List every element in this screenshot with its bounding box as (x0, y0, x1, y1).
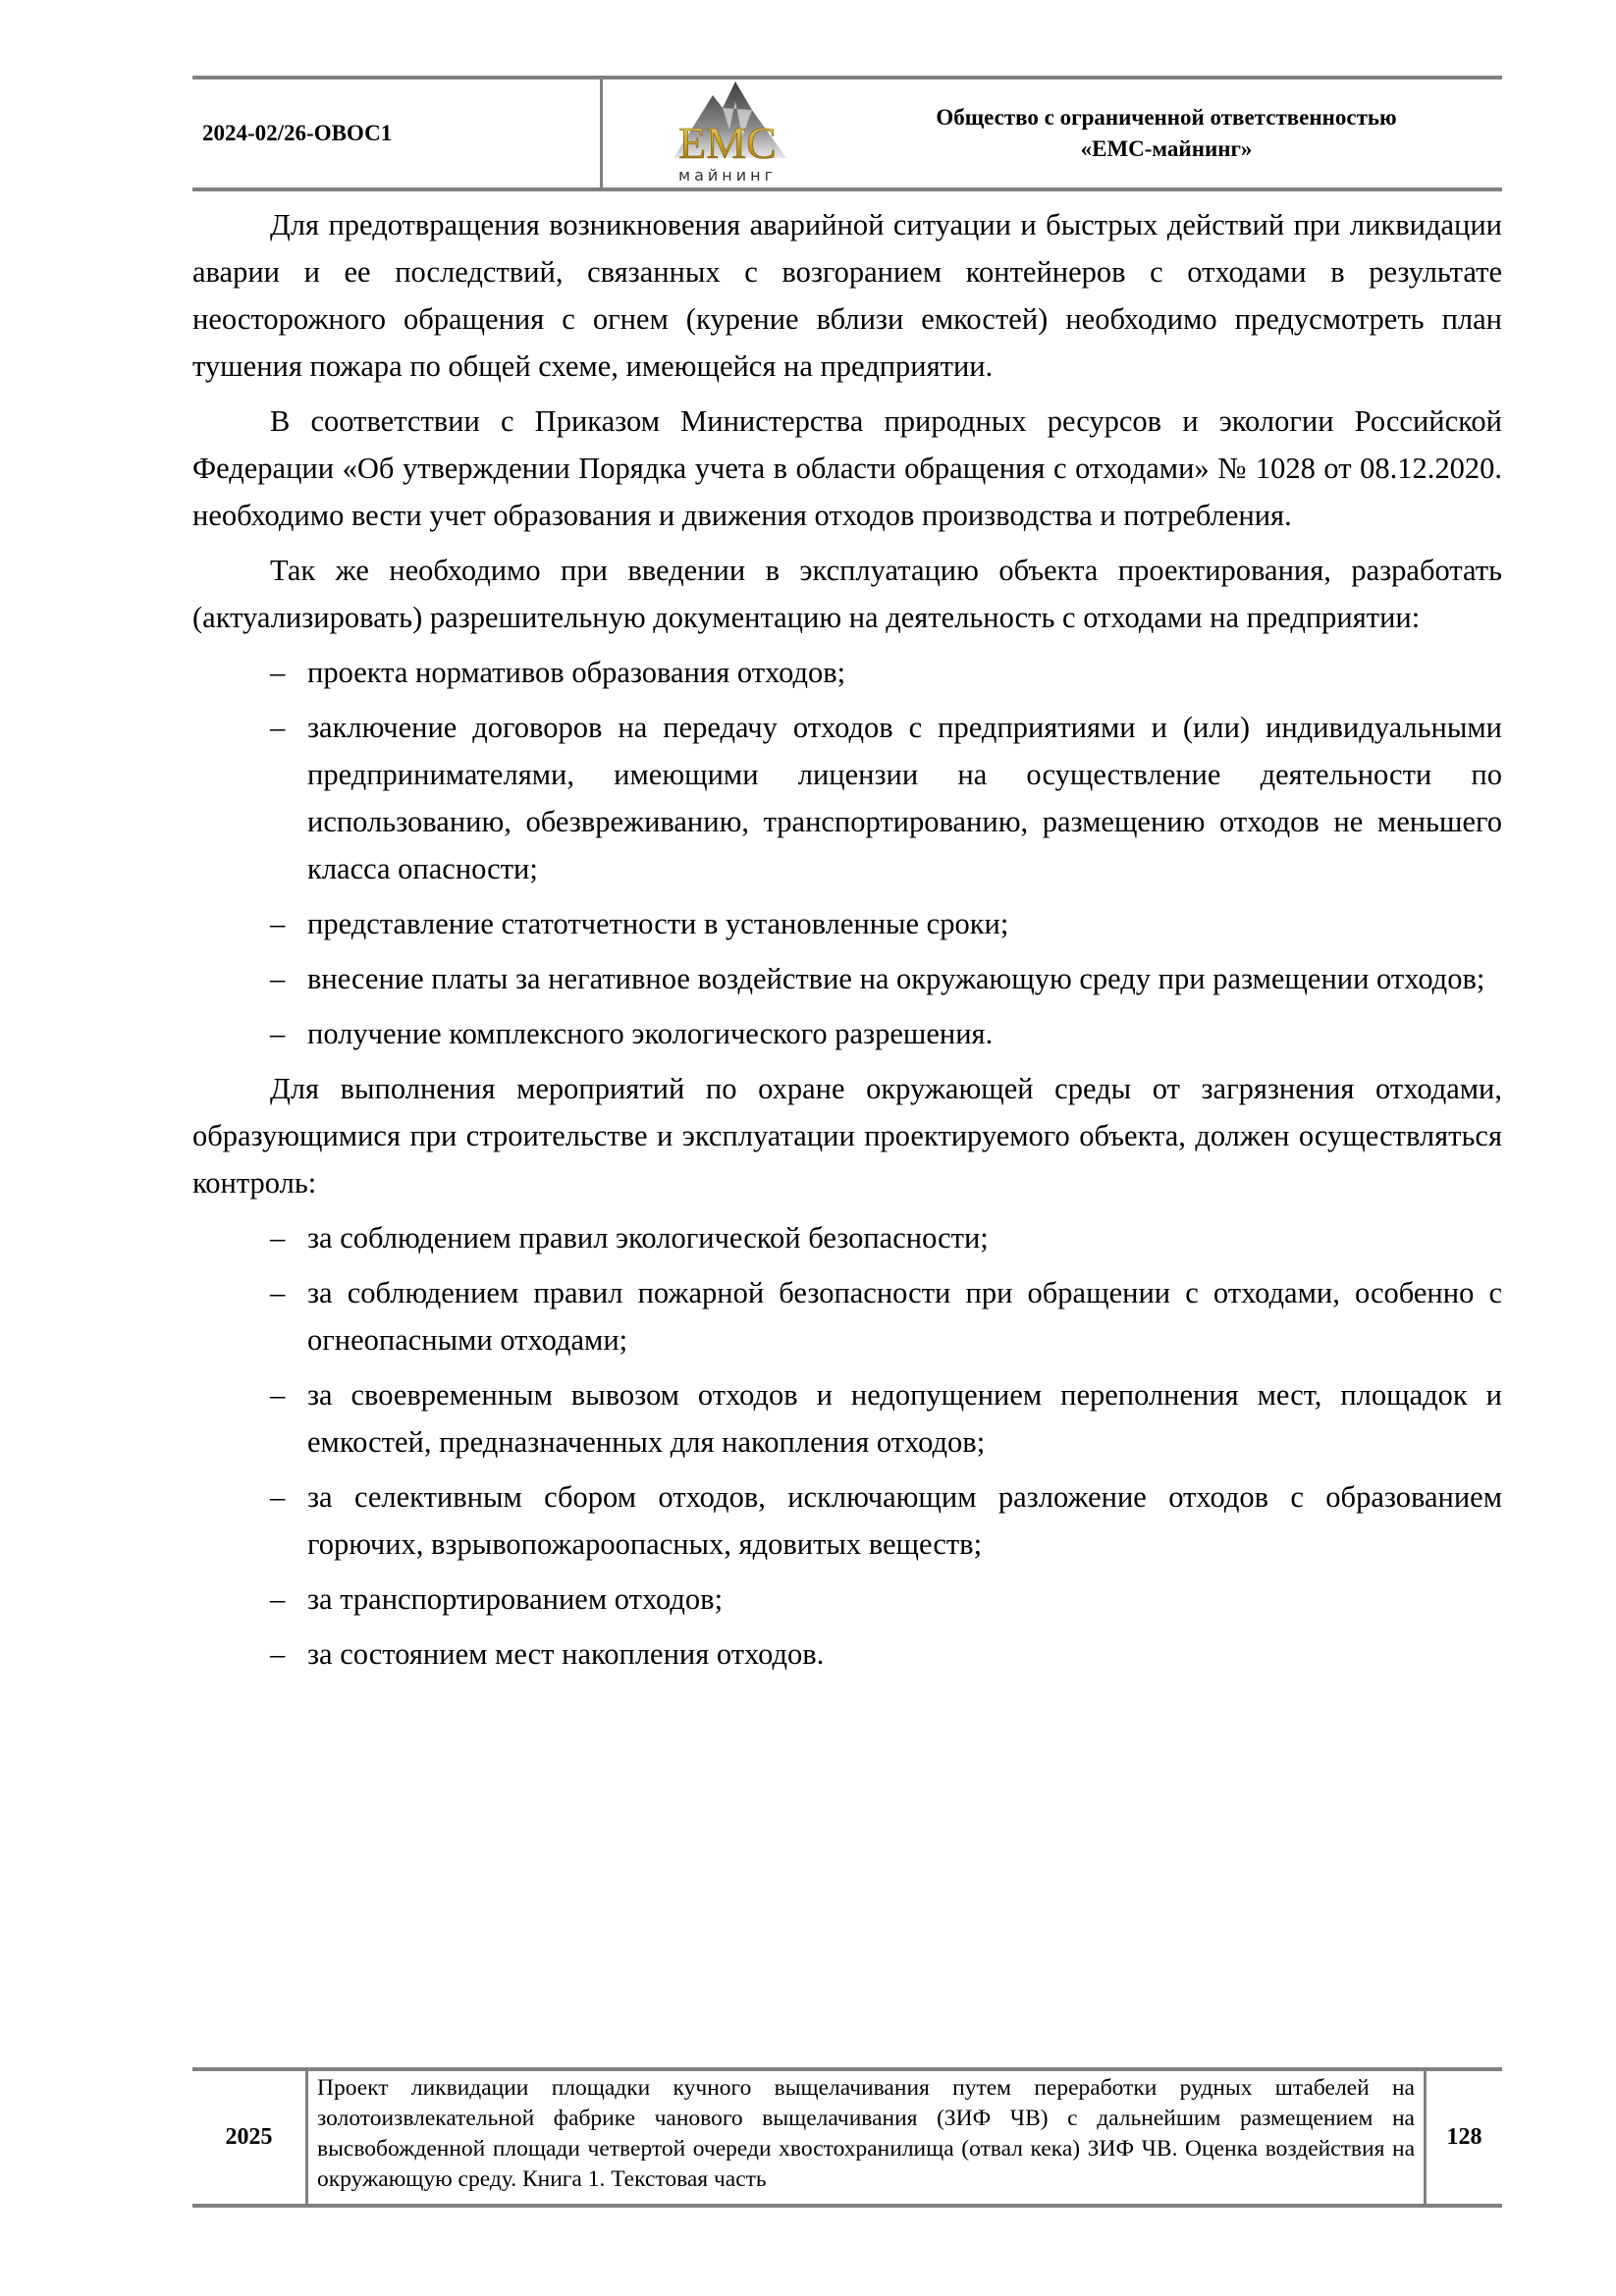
list-item-text: за транспортированием отходов; (307, 1582, 724, 1616)
list-item (192, 649, 1502, 696)
list-item (192, 955, 1502, 1002)
dash-bullet-icon: – (270, 1378, 286, 1412)
list-item-text: заключение договоров на передачу отходов с предприятиями и (или) индивидуальными предпринимателями, имеющими лицензии на осуществление деятельности по использованию, обезвреживанию, транспортированию, размещению отходов не меньшего класса опасности; (307, 711, 1502, 885)
control-measures-list (192, 1214, 1502, 1678)
organization-line-2: «ЕМС-майнинг» (1080, 136, 1253, 161)
logo-subtext: майнинг (678, 166, 777, 185)
paragraph-control-measures: Для выполнения мероприятий по охране окружающей среды от загрязнения отходами, образующимися при строительстве и эксплуатации проектируемого объекта, должен осуществляться контроль: (192, 1072, 1502, 1200)
footer-year: 2025 (225, 2124, 273, 2150)
list-item (192, 1575, 1502, 1623)
organization-line-1: Общество с ограниченной ответственностью (936, 105, 1397, 130)
dash-bullet-icon: – (270, 656, 286, 689)
footer-divider-left (305, 2071, 308, 2204)
dash-bullet-icon: – (270, 1480, 286, 1514)
paragraph-waste-accounting: В соответствии с Приказом Министерства природных ресурсов и экологии Российской Федерации «Об утверждении Порядка учета в области обращения с отходами» № 1028 от 08.12.2020. необходимо вести учет образования и движения отходов производства и потребления. (192, 404, 1502, 532)
list-item-text: представление статотчетности в установленные сроки; (307, 907, 1009, 940)
header-divider (600, 80, 603, 187)
dash-bullet-icon: – (270, 962, 286, 995)
dash-bullet-icon: – (270, 907, 286, 940)
list-item (192, 704, 1502, 892)
permit-docs-list (192, 649, 1502, 1057)
list-item (192, 1473, 1502, 1568)
list-item-text: за своевременным вывозом отходов и недопущением переполнения мест, площадок и емкостей, предназначенных для накопления отходов; (307, 1378, 1502, 1459)
list-item (192, 1214, 1502, 1261)
page-footer (192, 2067, 1502, 2208)
dash-bullet-icon: – (270, 711, 286, 744)
list-item (192, 1269, 1502, 1363)
document-code: 2024-02/26-ОВОС1 (202, 121, 393, 145)
list-item-text: за селективным сбором отходов, исключающим разложение отходов с образованием горючих, взрывопожароопасных, ядовитых веществ; (307, 1480, 1502, 1561)
page-number: 128 (1446, 2124, 1482, 2150)
list-item-text: получение комплексного экологического разрешения. (307, 1017, 994, 1050)
list-item (192, 900, 1502, 947)
document-body (192, 201, 1502, 1685)
paragraph-fire-plan: Для предотвращения возникновения аварийной ситуации и быстрых действий при ликвидации аварии и ее последствий, связанных с возгоранием контейнеров с отходами в результате неосторожного обращения с огнем (курение вблизи емкостей) необходимо предусмотреть план тушения пожара по общей схеме, имеющейся на предприятии. (192, 208, 1502, 383)
logo-graphic (629, 76, 826, 187)
list-item-text: проекта нормативов образования отходов; (307, 656, 846, 689)
page-header (192, 76, 1502, 191)
list-item-text: за состоянием мест накопления отходов. (307, 1637, 825, 1671)
company-logo (629, 76, 826, 187)
dash-bullet-icon: – (270, 1637, 286, 1671)
list-item-text: за соблюдением правил экологической безопасности; (307, 1221, 989, 1255)
list-item (192, 1010, 1502, 1057)
list-item-text: за соблюдением правил пожарной безопасности при обращении с отходами, особенно с огнеопасными отходами; (307, 1276, 1502, 1357)
dash-bullet-icon: – (270, 1276, 286, 1309)
list-item-text: внесение платы за негативное воздействие на окружающую среду при размещении отходов; (307, 962, 1485, 995)
dash-bullet-icon: – (270, 1582, 286, 1616)
list-item (192, 1371, 1502, 1466)
footer-project-description: Проект ликвидации площадки кучного выщелачивания путем переработки рудных штабелей на золотоизвлекательной фабрике чанового выщелачивания (ЗИФ ЧВ) с дальнейшим размещением на высвобожденной площади четвертой очереди хвостохранилища (отвал кека) ЗИФ ЧВ. Оценка воздействия на окружающую среду. Книга 1. Текстовая часть (317, 2075, 1415, 2192)
organization-name (840, 80, 1492, 187)
paragraph-permit-docs: Так же необходимо при введении в эксплуатацию объекта проектирования, разработать (актуализировать) разрешительную документацию на деятельность с отходами на предприятии: (192, 554, 1502, 634)
dash-bullet-icon: – (270, 1221, 286, 1255)
list-item (192, 1630, 1502, 1678)
dash-bullet-icon: – (270, 1017, 286, 1050)
logo-text: ЕМС (678, 118, 777, 168)
